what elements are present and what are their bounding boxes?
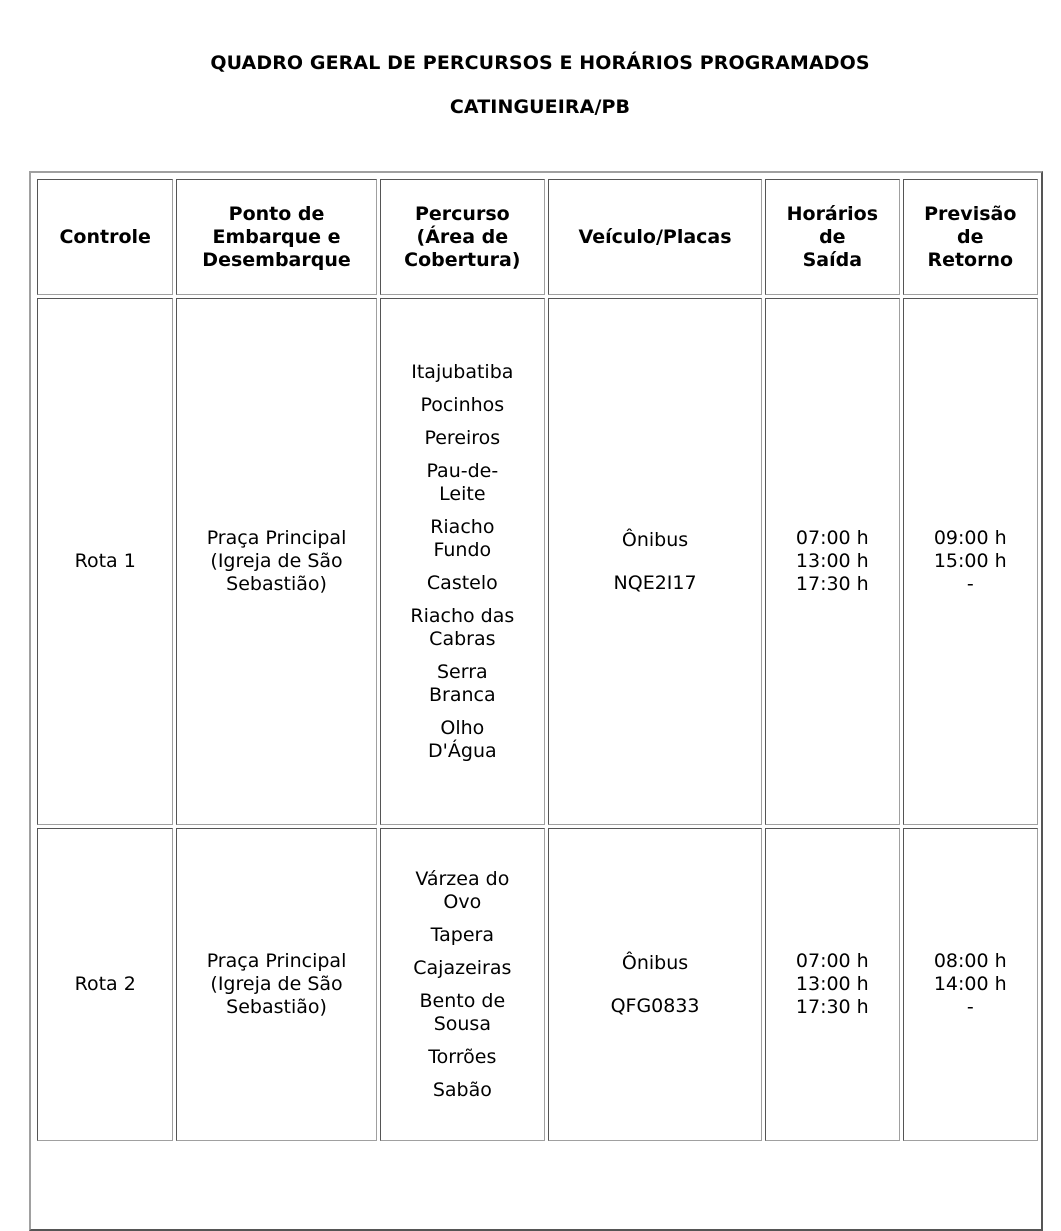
cell-veiculo <box>548 828 762 1141</box>
header-controle: Controle <box>37 179 173 295</box>
departure-time: 07:00 h <box>795 527 869 549</box>
cell-retorno <box>903 298 1038 825</box>
table-row <box>37 828 1038 1141</box>
cell-controle: Rota 2 <box>37 828 173 1141</box>
cell-horarios <box>765 298 899 825</box>
route-place: Olho D'Água <box>428 716 497 762</box>
cell-horarios <box>765 828 899 1141</box>
return-time: - <box>966 996 974 1018</box>
header-horarios: Horários de Saída <box>765 179 899 295</box>
page-subtitle: CATINGUEIRA/PB <box>449 96 631 118</box>
page-title: QUADRO GERAL DE PERCURSOS E HORÁRIOS PROGRAMADOS <box>210 52 870 74</box>
schedule-table-frame <box>29 171 1043 1231</box>
vehicle-plate: NQE2I17 <box>613 571 697 594</box>
route-place: Pereiros <box>424 426 501 449</box>
table-row <box>37 298 1038 825</box>
route-place: Pocinhos <box>420 393 505 416</box>
departure-time: 17:30 h <box>795 573 869 595</box>
vehicle-type: Ônibus <box>621 951 689 974</box>
return-time: 14:00 h <box>933 973 1007 995</box>
departure-time: 07:00 h <box>795 950 869 972</box>
cell-retorno <box>903 828 1038 1141</box>
return-time: 08:00 h <box>933 950 1007 972</box>
cell-controle: Rota 1 <box>37 298 173 825</box>
cell-ponto: Praça Principal (Igreja de São Sebastião) <box>176 828 376 1141</box>
return-time: 15:00 h <box>933 550 1007 572</box>
route-place: Várzea do Ovo <box>415 867 510 913</box>
schedule-table <box>34 176 1041 1144</box>
route-place: Itajubatiba <box>411 360 514 383</box>
route-place: Torrões <box>428 1045 497 1068</box>
return-time: - <box>966 573 974 595</box>
cell-percurso <box>380 298 545 825</box>
route-place: Sabão <box>432 1078 492 1101</box>
route-place: Bento de Sousa <box>419 989 506 1035</box>
table-header-row <box>37 179 1038 295</box>
vehicle-plate: QFG0833 <box>610 994 700 1017</box>
cell-veiculo <box>548 298 762 825</box>
route-place: Riacho das Cabras <box>410 604 515 650</box>
cell-ponto: Praça Principal (Igreja de São Sebastião) <box>176 298 376 825</box>
vehicle-type: Ônibus <box>621 528 689 551</box>
departure-time: 13:00 h <box>795 973 869 995</box>
route-place: Riacho Fundo <box>430 515 495 561</box>
departure-time: 13:00 h <box>795 550 869 572</box>
cell-percurso <box>380 828 545 1141</box>
header-ponto: Ponto de Embarque e Desembarque <box>176 179 376 295</box>
header-veiculo: Veículo/Placas <box>548 179 762 295</box>
route-place: Cajazeiras <box>413 956 512 979</box>
header-percurso: Percurso (Área de Cobertura) <box>380 179 545 295</box>
return-time: 09:00 h <box>933 527 1007 549</box>
header-previsao: Previsão de Retorno <box>903 179 1038 295</box>
route-place: Pau-de- Leite <box>426 459 499 505</box>
route-place: Castelo <box>426 571 498 594</box>
route-place: Tapera <box>430 923 494 946</box>
departure-time: 17:30 h <box>795 996 869 1018</box>
route-place: Serra Branca <box>429 660 496 706</box>
